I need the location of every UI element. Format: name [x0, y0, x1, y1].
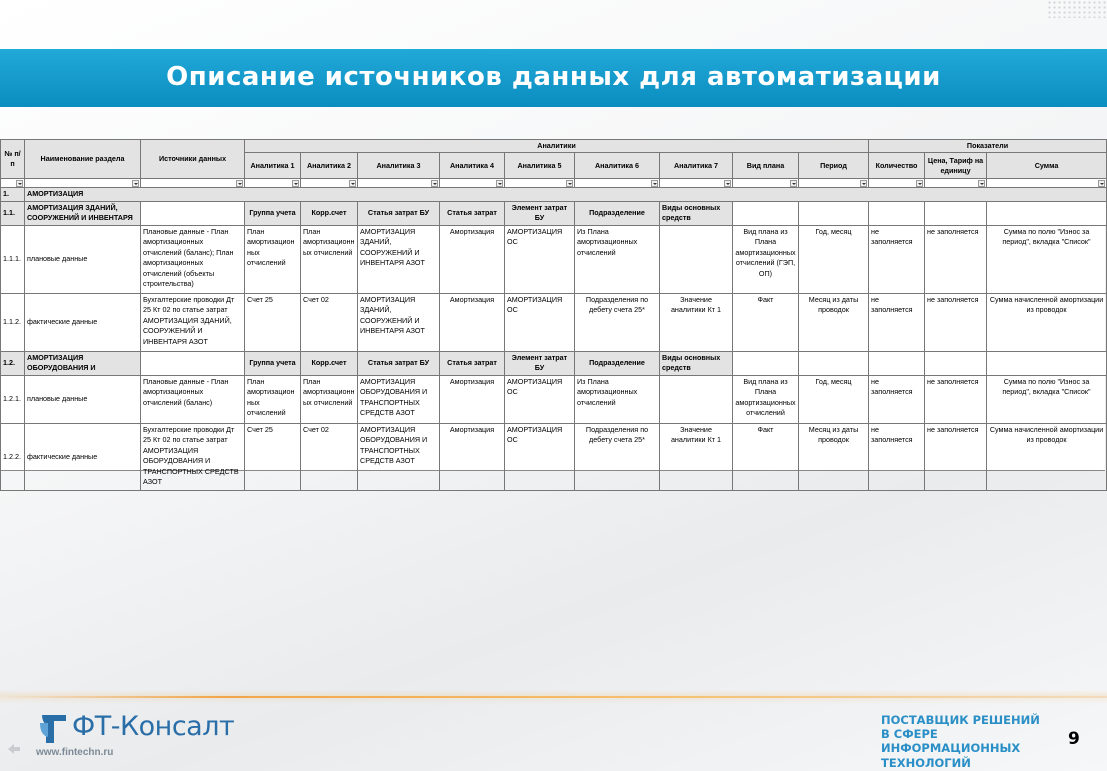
filter-cell: [575, 179, 660, 188]
empty-cell: [799, 351, 869, 375]
row-a6: Из Плана амортизационных отчислений: [575, 375, 660, 423]
row-price: не заполняется: [925, 225, 987, 293]
header-num: № п/п: [1, 140, 25, 179]
section-a4: Статья затрат: [440, 351, 505, 375]
section-a1: Группа учета: [245, 201, 301, 225]
filter-dropdown-icon[interactable]: [16, 180, 23, 187]
row-a1: План амортизационных отчислений: [245, 375, 301, 423]
row-a3: АМОРТИЗАЦИЯ ОБОРУДОВАНИЯ И ТРАНСПОРТНЫХ СРЕДСТВ АЗОТ: [358, 375, 440, 423]
row-a7: Значение аналитики Кт 1: [660, 423, 733, 490]
section-a6: Подразделение: [575, 351, 660, 375]
row-price: не заполняется: [925, 423, 987, 490]
row-plan-type: Вид плана из Плана амортизационных отчислений (ГЭП, ОП): [733, 225, 799, 293]
slogan-line: ИНФОРМАЦИОННЫХ: [881, 741, 1021, 756]
row-plan-type: Вид плана из Плана амортизационных отчислений: [733, 375, 799, 423]
row-sum: Сумма начисленной амортизации из проводок: [987, 293, 1107, 351]
row-a6: Из Плана амортизационных отчислений: [575, 225, 660, 293]
header-indicators-group: Показатели: [869, 140, 1107, 153]
table-row: [1, 293, 1107, 351]
row-period: Месяц из даты проводок: [799, 423, 869, 490]
filter-cell: [505, 179, 575, 188]
table-row: [1, 225, 1107, 293]
row-a1: Счет 25: [245, 293, 301, 351]
filter-dropdown-icon[interactable]: [349, 180, 356, 187]
header-a2: Аналитика 2: [301, 153, 358, 179]
filter-dropdown-icon[interactable]: [724, 180, 731, 187]
spreadsheet: [0, 139, 1105, 486]
empty-cell: [925, 351, 987, 375]
empty-cell: [733, 201, 799, 225]
slogan-line: ТЕХНОЛОГИЙ: [881, 755, 971, 770]
empty-cell: [141, 351, 245, 375]
section-row: [1, 201, 1107, 225]
filter-dropdown-icon[interactable]: [292, 180, 299, 187]
row-a6: Подразделения по дебету счета 25*: [575, 423, 660, 490]
section-num: 1.1.: [1, 201, 25, 225]
filter-cell: [925, 179, 987, 188]
header-sources: Источники данных: [141, 140, 245, 179]
section-num: 1.2.: [1, 351, 25, 375]
empty-cell: [869, 351, 925, 375]
logo-text: ФТ-Консалт: [72, 711, 235, 742]
company-slogan: [881, 713, 1051, 770]
row-num: 1.2.1.: [1, 375, 25, 423]
level1-name: АМОРТИЗАЦИЯ: [25, 188, 1107, 201]
row-a1: Счет 25: [245, 423, 301, 490]
slogan-line: ПОСТАВЩИК РЕШЕНИЙ: [881, 713, 1040, 727]
row-num: 1.2.2.: [1, 423, 25, 490]
row-a5: АМОРТИЗАЦИЯ ОС: [505, 375, 575, 423]
row-source: Плановые данные - План амортизационных отчислений (баланс): [141, 375, 245, 423]
row-a7: Значение аналитики Кт 1: [660, 293, 733, 351]
table-row: [1, 423, 1107, 490]
filter-dropdown-icon[interactable]: [860, 180, 867, 187]
row-quantity: не заполняется: [869, 293, 925, 351]
slogan-line: В СФЕРЕ: [881, 727, 938, 742]
section-a1: Группа учета: [245, 351, 301, 375]
row-a7: [660, 375, 733, 423]
filter-dropdown-icon[interactable]: [790, 180, 797, 187]
row-period: Год, месяц: [799, 225, 869, 293]
empty-cell: [987, 201, 1107, 225]
row-a2: Счет 02: [301, 423, 358, 490]
row-sum: Сумма по полю "Износ за период", вкладка "Список": [987, 375, 1107, 423]
row-plan-type: Факт: [733, 423, 799, 490]
filter-cell: [799, 179, 869, 188]
filter-cell: [245, 179, 301, 188]
section-a4: Статья затрат: [440, 201, 505, 225]
row-a2: План амортизационных отчислений: [301, 375, 358, 423]
filter-dropdown-icon[interactable]: [651, 180, 658, 187]
filter-dropdown-icon[interactable]: [916, 180, 923, 187]
row-a7: [660, 225, 733, 293]
data-sources-table: [0, 139, 1107, 491]
row-a4: Амортизация: [440, 375, 505, 423]
row-price: не заполняется: [925, 293, 987, 351]
filter-dropdown-icon[interactable]: [1098, 180, 1105, 187]
filter-cell: [141, 179, 245, 188]
filter-dropdown-icon[interactable]: [132, 180, 139, 187]
section-a5: Элемент затрат БУ: [505, 201, 575, 225]
title-band: [0, 49, 1107, 107]
filter-dropdown-icon[interactable]: [978, 180, 985, 187]
row-a6: Подразделения по дебету счета 25*: [575, 293, 660, 351]
row-a3: АМОРТИЗАЦИЯ ЗДАНИЙ, СООРУЖЕНИЙ И ИНВЕНТАРЯ АЗОТ: [358, 293, 440, 351]
header-a6: Аналитика 6: [575, 153, 660, 179]
row-name: плановые данные: [25, 225, 141, 293]
row-num: 1.1.2.: [1, 293, 25, 351]
row-quantity: не заполняется: [869, 375, 925, 423]
header-sum: Сумма: [987, 153, 1107, 179]
row-period: Год, месяц: [799, 375, 869, 423]
row-a4: Амортизация: [440, 225, 505, 293]
row-a4: Амортизация: [440, 423, 505, 490]
empty-cell: [869, 201, 925, 225]
section-a6: Подразделение: [575, 201, 660, 225]
row-source: Бухгалтерские проводки Дт 25 Кт 02 по статье затрат АМОРТИЗАЦИЯ ЗДАНИЙ, СООРУЖЕНИЙ И ИНВЕНТАРЯ АЗОТ: [141, 293, 245, 351]
row-sum: Сумма начисленной амортизации из проводок: [987, 423, 1107, 490]
header-quantity: Количество: [869, 153, 925, 179]
row-a5: АМОРТИЗАЦИЯ ОС: [505, 293, 575, 351]
empty-cell: [141, 201, 245, 225]
section-a5: Элемент затрат БУ: [505, 351, 575, 375]
filter-dropdown-icon[interactable]: [236, 180, 243, 187]
section-name: АМОРТИЗАЦИЯ ОБОРУДОВАНИЯ И: [25, 351, 141, 375]
section-a2: Корр.счет: [301, 351, 358, 375]
page-number: 9: [1068, 729, 1080, 749]
empty-cell: [799, 201, 869, 225]
filter-cell: [358, 179, 440, 188]
row-price: не заполняется: [925, 375, 987, 423]
section-name: АМОРТИЗАЦИЯ ЗДАНИЙ, СООРУЖЕНИЙ И ИНВЕНТАРЯ: [25, 201, 141, 225]
header-analytics-group: Аналитики: [245, 140, 869, 153]
row-a3: АМОРТИЗАЦИЯ ЗДАНИЙ, СООРУЖЕНИЙ И ИНВЕНТАРЯ АЗОТ: [358, 225, 440, 293]
filter-dropdown-icon[interactable]: [566, 180, 573, 187]
row-a5: АМОРТИЗАЦИЯ ОС: [505, 225, 575, 293]
filter-cell: [733, 179, 799, 188]
header-section-name: Наименование раздела: [25, 140, 141, 179]
filter-cell: [440, 179, 505, 188]
empty-cell: [987, 351, 1107, 375]
logo-mark-icon: [36, 711, 72, 747]
row-a2: План амортизационных отчислений: [301, 225, 358, 293]
row-a2: Счет 02: [301, 293, 358, 351]
filter-cell: [301, 179, 358, 188]
section-a2: Корр.счет: [301, 201, 358, 225]
header-a3: Аналитика 3: [358, 153, 440, 179]
row-num: 1.1.1.: [1, 225, 25, 293]
section-a7: Виды основных средств: [660, 201, 733, 225]
row-period: Месяц из даты проводок: [799, 293, 869, 351]
table-row: [1, 375, 1107, 423]
row-sum: Сумма по полю "Износ за период", вкладка "Список": [987, 225, 1107, 293]
empty-cell: [925, 201, 987, 225]
header-price: Цена, Тариф на единицу: [925, 153, 987, 179]
header-group-row: [1, 140, 1107, 153]
filter-cell: [869, 179, 925, 188]
filter-cell: [1, 179, 25, 188]
section-a3: Статья затрат БУ: [358, 351, 440, 375]
row-a5: АМОРТИЗАЦИЯ ОС: [505, 423, 575, 490]
autofilter-row: [1, 179, 1107, 188]
header-a7: Аналитика 7: [660, 153, 733, 179]
level1-num: 1.: [1, 188, 25, 201]
filter-cell: [987, 179, 1107, 188]
row-source: Плановые данные - План амортизационных отчислений (баланс); План амортизационных отчислений (объекты строительства): [141, 225, 245, 293]
header-plan-type: Вид плана: [733, 153, 799, 179]
row-a4: Амортизация: [440, 293, 505, 351]
row-quantity: не заполняется: [869, 225, 925, 293]
back-arrow-icon[interactable]: [7, 743, 21, 755]
row-a3: АМОРТИЗАЦИЯ ОБОРУДОВАНИЯ И ТРАНСПОРТНЫХ СРЕДСТВ АЗОТ: [358, 423, 440, 490]
dotted-corner-decoration: [1047, 0, 1107, 18]
level1-row: [1, 188, 1107, 201]
empty-cell: [733, 351, 799, 375]
row-quantity: не заполняется: [869, 423, 925, 490]
filter-cell: [660, 179, 733, 188]
filter-dropdown-icon[interactable]: [431, 180, 438, 187]
slide-title: Описание источников данных для автоматизации: [166, 62, 941, 92]
section-a3: Статья затрат БУ: [358, 201, 440, 225]
row-name: фактические данные: [25, 293, 141, 351]
filter-cell: [25, 179, 141, 188]
section-row: [1, 351, 1107, 375]
row-name: фактические данные: [25, 423, 141, 490]
row-a1: План амортизационных отчислений: [245, 225, 301, 293]
logo-url[interactable]: www.fintechn.ru: [36, 747, 114, 758]
row-plan-type: Факт: [733, 293, 799, 351]
row-name: плановые данные: [25, 375, 141, 423]
filter-dropdown-icon[interactable]: [496, 180, 503, 187]
header-a1: Аналитика 1: [245, 153, 301, 179]
header-a5: Аналитика 5: [505, 153, 575, 179]
footer-accent-line: [0, 690, 1107, 704]
header-period: Период: [799, 153, 869, 179]
company-logo[interactable]: [36, 711, 235, 761]
section-a7: Виды основных средств: [660, 351, 733, 375]
header-a4: Аналитика 4: [440, 153, 505, 179]
row-source: Бухгалтерские проводки Дт 25 Кт 02 по статье затрат АМОРТИЗАЦИЯ ОБОРУДОВАНИЯ И ТРАНСПОРТНЫХ СРЕДСТВ АЗОТ: [141, 423, 245, 490]
